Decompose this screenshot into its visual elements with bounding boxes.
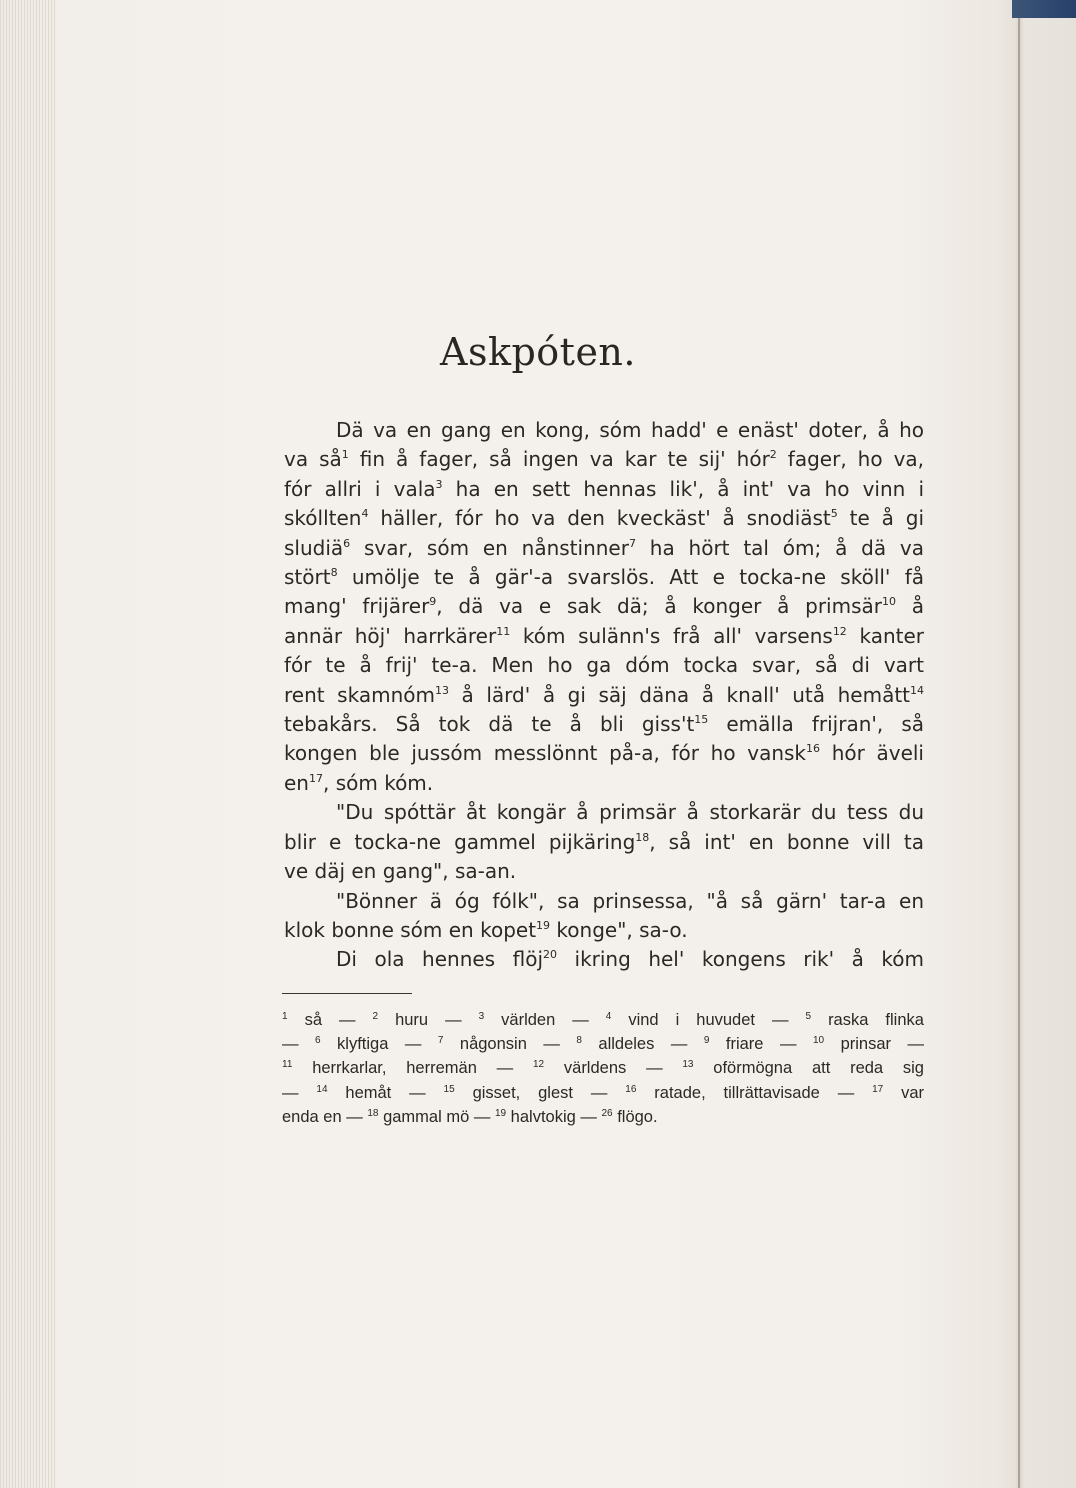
text-line: va $så^1$ fin å fager, så ingen va kar te sij' hór$^2$ fager, ho va, [284, 447, 925, 472]
text-line: Dä va en gang en kong, sóm hadd' e enäst' doter, å ho [336, 418, 924, 442]
text-line: "Bönner ä óg fólk", sa prinsessa, "å så gärn' tar-a en [336, 888, 924, 913]
text-line: $en^{17}$, sóm kóm. [284, 770, 434, 795]
paragraph-3 [284, 887, 924, 946]
text-line: fór allri i vala$^3$ ha en sett hennas lik', å int' va ho vinn i [284, 476, 924, 501]
cover-corner [1012, 0, 1076, 18]
text-line: ve däj en gang", sa-an. [284, 859, 517, 884]
paragraph-1 [284, 416, 924, 798]
text-line: stört$^8$ umölje te å gär'-a svarslös. Att e tocka-ne sköll' få [284, 565, 925, 590]
page-title: Askpóten. [440, 330, 636, 374]
text-line: blir e tocka-ne gammel pijkäring$^{18}$, så int' en bonne vill ta [284, 829, 924, 854]
text-line: klok bonne sóm en kopet$^{19}$ konge", sa-o. [284, 917, 688, 942]
book-cover-edge [1016, 0, 1076, 1488]
footnote-rule [282, 993, 412, 994]
text-line: tebakårs. Så tok dä te å bli $giss't^{15}$ emälla frijran', så [284, 712, 924, 737]
text-line: mang' frijärer$^9$, dä va e sak dä; å konger å primsär$^{10}$ å [284, 594, 924, 619]
paragraph-4 [284, 945, 924, 974]
paragraph-2 [284, 798, 924, 886]
footnotes [282, 1008, 924, 1129]
footnote-line: — $^{14}$ hemåt — $^{15}$ gisset, glest — $^{16}$ ratade, tillrättavisade — $^{17}$ var [282, 1083, 925, 1102]
text-line: Di ola hennes flöj$^{20}$ ikring hel' kongens rik' å kóm [336, 947, 924, 972]
footnote-line: enda en — $^{18}$ gammal mö — $^{19}$ halvtokig — $^{26}$ flögo. [282, 1107, 658, 1126]
text-line: annär höj' harrkärer$^{11}$ kóm sulänn's frå all' varsens$^{12}$ kanter [284, 623, 925, 648]
story-text [284, 416, 924, 975]
footnote-line: $^1$ så — $^2$ huru — $^3$ världen — $^4$ vind i huvudet — $^5$ raska flinka [282, 1011, 924, 1029]
footnote-line: $^{11}$ herrkarlar, herremän — $^{12}$ världens — $^{13}$ oförmögna att reda sig [282, 1059, 924, 1078]
text-line: rent skamnóm$^{13}$ å lärd' å gi säj däna å knall' utå hemått$^{14}$ [284, 682, 925, 707]
page-stack-edge [0, 0, 56, 1488]
text-line: sludiä$^6$ svar, sóm en nånstinner$^7$ ha hört tal óm; å dä va [284, 535, 925, 560]
text-line: skóllten$^4$ häller, fór ho va den kveckäst' å snodiäst$^5$ te å gi [284, 506, 924, 531]
footnote-line: — $^6$ klyftiga — $^7$ någonsin — $^8$ alldeles — $^9$ friare — $^{10}$ prinsar — [282, 1035, 924, 1054]
text-line: fór te å frij' te-a. Men ho ga dóm tocka svar, så di vart [284, 653, 924, 678]
text-line: "Du spóttär åt kongär å primsär å storkarär du tess du [336, 800, 924, 825]
text-line: kongen ble jussóm messlönnt på-a, fór ho vansk$^{16}$ hór äveli [284, 741, 924, 766]
cover-line [1018, 0, 1020, 1488]
